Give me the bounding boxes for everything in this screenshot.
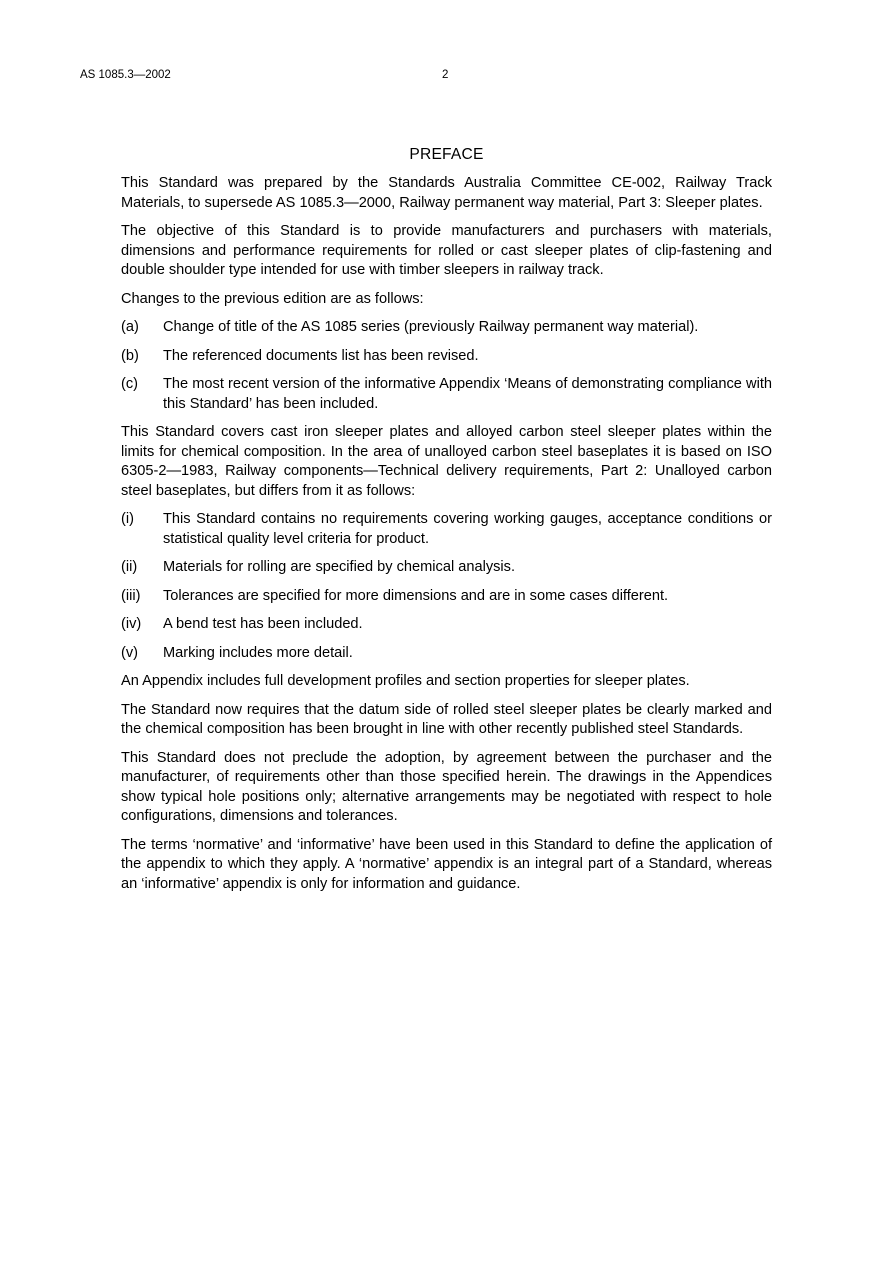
adoption-paragraph: This Standard does not preclude the adoption, by agreement between the purchaser and the manufacturer, of requirements other than those specified herein. The drawings in the Appendices show typical hole positions only; alternative arrangements may be negotiated with respect to hole configurations, dimensions and tolerances. [121, 749, 772, 824]
list-item [121, 587, 772, 607]
list-item-text: Change of title of the AS 1085 series (previously Railway permanent way material). [163, 319, 699, 335]
normative-informative-paragraph: The terms ‘normative’ and ‘informative’ have been used in this Standard to define the application of the appendix to which they apply. A ‘normative’ appendix is an integral part of a Standard, whereas an ‘informative’ appendix is only for information and guidance. [121, 836, 772, 892]
list-marker: (ii) [121, 559, 138, 575]
changes-list [121, 318, 772, 414]
list-item [121, 318, 772, 338]
intro-paragraph-2: The objective of this Standard is to provide manufacturers and purchasers with materials, dimensions and performance requirements for rolled or cast sleeper plates of clip-fastening and double shoulder type intended for use with timber sleepers in railway track. [121, 223, 772, 278]
page-title: PREFACE [409, 146, 484, 163]
list-item [121, 510, 772, 549]
list-item-text: Materials for rolling are specified by chemical analysis. [163, 559, 516, 575]
differences-list [121, 510, 772, 663]
page-number: 2 [442, 69, 449, 81]
scope-paragraph: This Standard covers cast iron sleeper plates and alloyed carbon steel sleeper plates within the limits for chemical composition. In the area of unalloyed carbon steel baseplates it is based on ISO 6305-2—1983, Railway components—Technical delivery requirements, Part 2: Unalloyed carbon steel baseplates, but differs from it as follows: [121, 424, 772, 499]
list-item [121, 558, 772, 578]
list-item [121, 375, 772, 414]
list-marker: (c) [121, 376, 139, 392]
list-item-text: This Standard contains no requirements covering working gauges, acceptance conditions or statistical quality level criteria for product. [163, 511, 772, 547]
list-marker: (i) [121, 511, 134, 527]
list-marker: (v) [121, 644, 139, 661]
list-item-text: A bend test has been included. [163, 616, 363, 632]
list-item [121, 644, 772, 664]
list-marker: (iii) [121, 587, 141, 604]
running-header [80, 68, 812, 82]
list-marker: (iv) [121, 616, 142, 632]
intro-paragraph-3: Changes to the previous edition are as follows: [121, 290, 424, 307]
appendix-paragraph: An Appendix includes full development profiles and section properties for sleeper plates. [121, 673, 690, 689]
preface-body [121, 145, 772, 903]
list-marker: (a) [121, 319, 139, 335]
list-marker: (b) [121, 347, 139, 364]
list-item-text: Marking includes more detail. [163, 644, 353, 661]
list-item-text: The most recent version of the informative Appendix ‘Means of demonstrating compliance with this Standard’ has been included. [163, 376, 772, 412]
datum-side-paragraph: The Standard now requires that the datum side of rolled steel sleeper plates be clearly marked and the chemical composition has been brought in line with other recently published steel Standards. [121, 701, 772, 737]
list-item [121, 615, 772, 635]
document-identifier: AS 1085.3—2002 [80, 69, 171, 81]
list-item [121, 347, 772, 367]
intro-paragraph-1: This Standard was prepared by the Standards Australia Committee CE-002, Railway Track Materials, to supersede AS 1085.3—2000, Railway permanent way material, Part 3: Sleeper plates. [121, 175, 772, 211]
list-item-text: Tolerances are specified for more dimensions and are in some cases different. [163, 587, 669, 604]
list-item-text: The referenced documents list has been revised. [163, 347, 479, 364]
